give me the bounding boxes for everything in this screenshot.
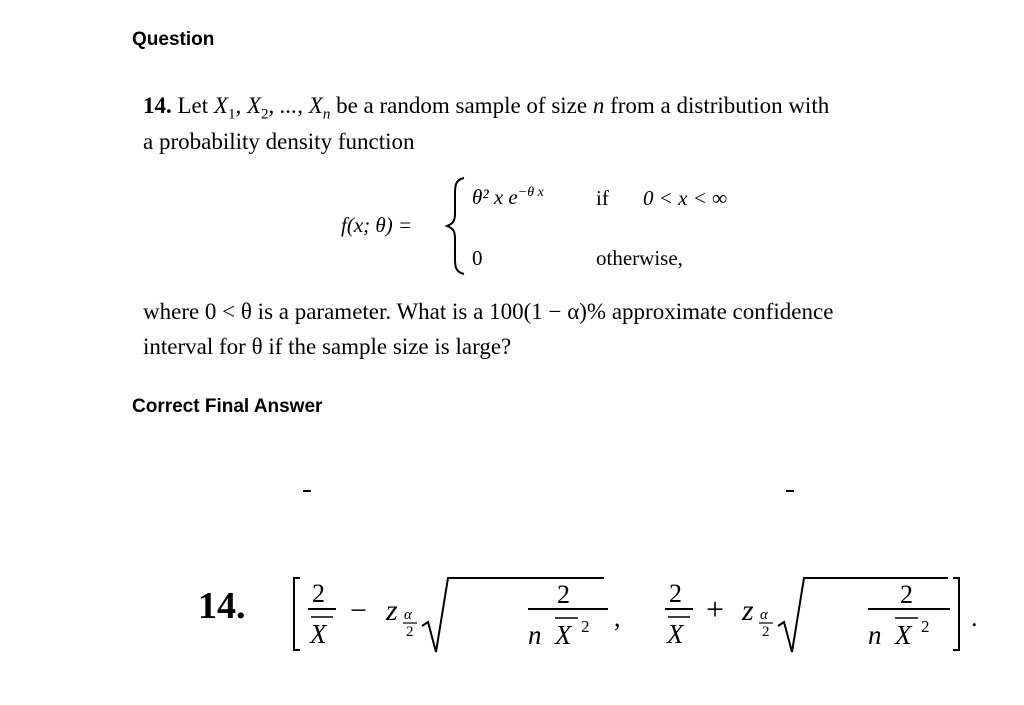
frac-denominator-xbar: X bbox=[310, 619, 327, 649]
alpha-denominator: 2 bbox=[406, 624, 414, 640]
root-numerator: 2 bbox=[557, 580, 570, 609]
alpha-symbol: α bbox=[760, 607, 768, 623]
comma: , bbox=[614, 603, 621, 632]
question-line-3: where 0 < θ is a parameter. What is a 100(1 − α)% approximate confidence bbox=[143, 299, 834, 324]
alpha-denominator: 2 bbox=[762, 624, 770, 640]
question-heading: Question bbox=[132, 29, 215, 50]
case2-condition: otherwise, bbox=[596, 246, 683, 270]
frac-numerator: 2 bbox=[669, 579, 682, 608]
left-bracket-icon bbox=[294, 578, 300, 650]
sqrt-icon bbox=[422, 578, 604, 652]
sample-size-n: n bbox=[592, 93, 605, 118]
root-square: 2 bbox=[921, 617, 930, 636]
overline-mark bbox=[303, 490, 311, 492]
alpha-symbol: α bbox=[404, 607, 412, 623]
answer-number: 14. bbox=[198, 585, 246, 627]
z-symbol: z bbox=[386, 594, 398, 627]
overline-mark bbox=[786, 490, 794, 492]
z-symbol: z bbox=[742, 594, 754, 627]
root-numerator: 2 bbox=[900, 580, 913, 609]
case1-condition: 0 < x < ∞ bbox=[643, 186, 728, 210]
sample-variables: $X_1$, $X_2$, ..., $X_n$ bbox=[213, 93, 331, 123]
frac-numerator: 2 bbox=[312, 579, 325, 608]
question-line-4: interval for θ if the sample size is large? bbox=[143, 334, 512, 359]
left-brace-icon bbox=[444, 176, 468, 276]
root-xbar: X bbox=[555, 620, 572, 650]
question-text-distribution: from a distribution with bbox=[610, 93, 830, 118]
question-text-sample: be a random sample of size bbox=[336, 93, 588, 118]
period: . bbox=[971, 603, 978, 632]
root-square: 2 bbox=[581, 617, 590, 636]
case2-expression: 0 bbox=[472, 246, 483, 270]
case1-if: if bbox=[596, 186, 609, 210]
right-bracket-icon bbox=[953, 578, 959, 650]
root-n: n bbox=[868, 620, 882, 650]
plus-sign: + bbox=[706, 591, 725, 627]
question-line-2: a probability density function bbox=[143, 129, 415, 154]
root-n: n bbox=[528, 620, 542, 650]
answer-heading: Correct Final Answer bbox=[132, 396, 323, 417]
question-text-let: Let bbox=[177, 93, 209, 118]
minus-sign: − bbox=[350, 594, 367, 627]
frac-denominator-xbar: X bbox=[667, 619, 684, 649]
answer-formula bbox=[190, 560, 1000, 660]
question-number: 14. bbox=[143, 93, 172, 118]
pdf-lhs: f(x; θ) = bbox=[341, 213, 413, 237]
root-xbar: X bbox=[895, 620, 912, 650]
case1-expression: θ² x $e^{-\theta x}$ bbox=[472, 185, 544, 209]
sqrt-icon bbox=[778, 578, 948, 652]
